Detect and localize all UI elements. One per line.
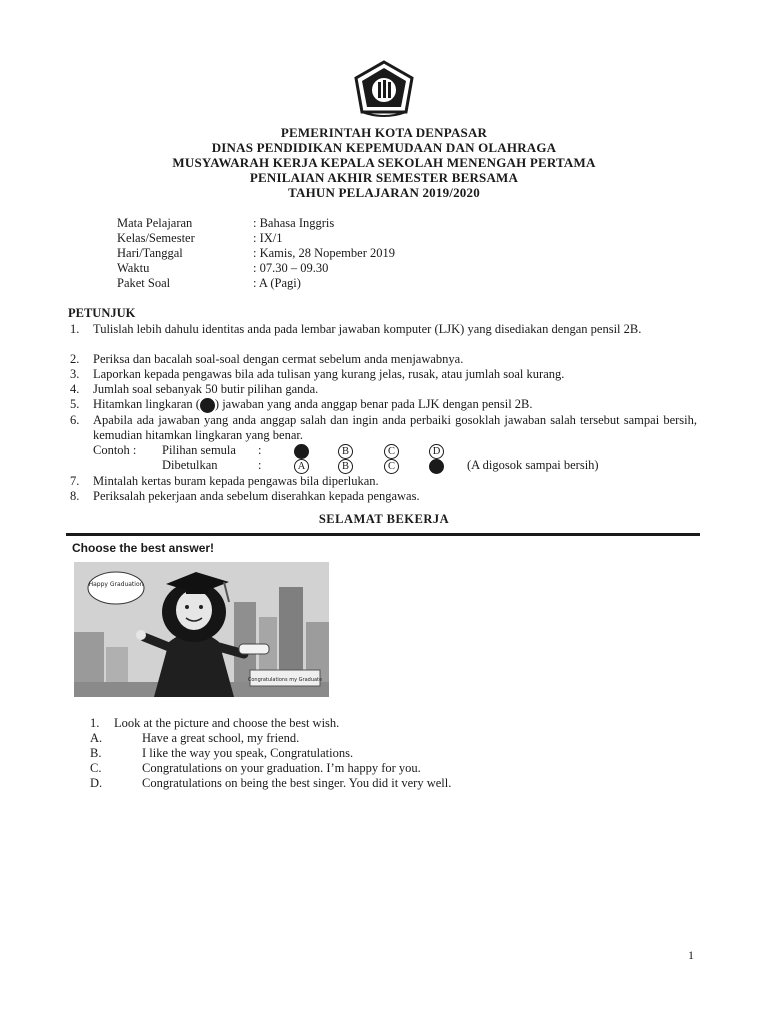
bubble-c: C bbox=[384, 459, 399, 474]
instruction-text: Apabila ada jawaban yang anda anggap salah dan ingin anda perbaiki gosoklah jawaban salah tersebut sampai bersih, kemudian hitamkan lingkaran yang benar. bbox=[93, 413, 697, 442]
instruction-text-with-bubble bbox=[93, 397, 697, 413]
instruction-number: 1. bbox=[70, 322, 80, 336]
example-row1-bubble-c bbox=[384, 443, 399, 459]
example-row2-bubble-b bbox=[338, 458, 353, 474]
instruction-number: 8. bbox=[70, 489, 80, 503]
filled-bubble-icon bbox=[294, 444, 309, 459]
info-label-date: Hari/Tanggal bbox=[117, 246, 183, 260]
option-text-b: I like the way you speak, Congratulations. bbox=[142, 746, 354, 760]
instruction-number: 7. bbox=[70, 474, 80, 488]
example-row2-colon: : bbox=[258, 458, 262, 472]
header-line-1: PEMERINTAH KOTA DENPASAR bbox=[280, 125, 488, 140]
example-row1-bubble-d bbox=[429, 443, 444, 459]
government-seal-logo bbox=[352, 60, 416, 120]
bubble-b: B bbox=[338, 444, 353, 459]
info-value-date: : Kamis, 28 Nopember 2019 bbox=[253, 246, 395, 260]
example-row2-bubble-c bbox=[384, 458, 399, 474]
option-letter-a: A. bbox=[90, 731, 103, 745]
example-row1-bubble-a bbox=[294, 443, 309, 459]
info-label-time: Waktu bbox=[117, 261, 150, 275]
option-text-c: Congratulations on your graduation. I’m happy for you. bbox=[142, 761, 421, 775]
question-number: 1. bbox=[90, 716, 100, 730]
page-number: 1 bbox=[688, 948, 694, 962]
instruction-number: 3. bbox=[70, 367, 80, 381]
sign-text: Happy Graduation bbox=[88, 581, 144, 588]
bubble-d: D bbox=[429, 444, 444, 459]
instruction-text: Periksalah pekerjaan anda sebelum diserahkan kepada pengawas. bbox=[93, 489, 420, 503]
example-note: (A digosok sampai bersih) bbox=[467, 458, 599, 472]
option-text-d: Congratulations on being the best singer. You did it very well. bbox=[142, 776, 452, 790]
instruction-text: Tulislah lebih dahulu identitas anda pada lembar jawaban komputer (LJK) yang disediakan dengan pensil 2B. bbox=[93, 322, 642, 336]
header-line-3: MUSYAWARAH KERJA KEPALA SEKOLAH MENENGAH PERTAMA bbox=[172, 155, 596, 170]
header-line-5: TAHUN PELAJARAN 2019/2020 bbox=[288, 185, 480, 200]
info-value-package: : A (Pagi) bbox=[253, 276, 301, 290]
info-value-class: : IX/1 bbox=[253, 231, 283, 245]
bubble-c: C bbox=[384, 444, 399, 459]
instruction-text-before: Hitamkan lingkaran ( bbox=[93, 397, 200, 411]
info-label-class: Kelas/Semester bbox=[117, 231, 195, 245]
info-label-subject: Mata Pelajaran bbox=[117, 216, 193, 230]
option-text-a: Have a great school, my friend. bbox=[142, 731, 300, 745]
instruction-number: 6. bbox=[70, 413, 80, 427]
section-title: Choose the best answer! bbox=[72, 541, 215, 555]
example-row2-bubble-d bbox=[429, 458, 444, 474]
filled-bubble-icon bbox=[429, 459, 444, 474]
example-label: Contoh : bbox=[93, 443, 137, 457]
header-line-2: DINAS PENDIDIKAN KEPEMUDAAN DAN OLAHRAGA bbox=[211, 140, 557, 155]
instruction-number: 2. bbox=[70, 352, 80, 366]
example-row1-bubble-b bbox=[338, 443, 353, 459]
instruction-number: 5. bbox=[70, 397, 80, 411]
option-letter-b: B. bbox=[90, 746, 102, 760]
instruction-text: Jumlah soal sebanyak 50 butir pilihan ganda. bbox=[93, 382, 319, 396]
example-row1-label: Pilihan semula bbox=[162, 443, 236, 457]
info-value-time: : 07.30 – 09.30 bbox=[253, 261, 329, 275]
filled-bubble-icon bbox=[200, 398, 215, 413]
instruction-text-after: ) jawaban yang anda anggap benar pada LJK dengan pensil 2B. bbox=[214, 397, 533, 411]
instructions-title: PETUNJUK bbox=[68, 306, 136, 320]
example-row2-label: Dibetulkan bbox=[162, 458, 218, 472]
closing-greeting: SELAMAT BEKERJA bbox=[318, 512, 450, 526]
info-value-subject: : Bahasa Inggris bbox=[253, 216, 335, 230]
question-text: Look at the picture and choose the best wish. bbox=[114, 716, 340, 730]
option-letter-c: C. bbox=[90, 761, 102, 775]
caption-text: Congratulations my Graduate bbox=[247, 677, 323, 683]
instruction-text: Periksa dan bacalah soal-soal dengan cermat sebelum anda menjawabnya. bbox=[93, 352, 464, 366]
option-letter-d: D. bbox=[90, 776, 103, 790]
section-divider bbox=[66, 533, 700, 536]
instruction-text: Laporkan kepada pengawas bila ada tulisan yang kurang jelas, rusak, atau jumlah soal kurang. bbox=[93, 367, 565, 381]
instruction-text: Mintalah kertas buram kepada pengawas bila diperlukan. bbox=[93, 474, 379, 488]
info-label-package: Paket Soal bbox=[117, 276, 171, 290]
graduation-cartoon-image bbox=[74, 562, 329, 697]
bubble-b: B bbox=[338, 459, 353, 474]
example-row1-colon: : bbox=[258, 443, 262, 457]
header-line-4: PENILAIAN AKHIR SEMESTER BERSAMA bbox=[249, 170, 519, 185]
bubble-a: A bbox=[294, 459, 309, 474]
instruction-number: 4. bbox=[70, 382, 80, 396]
example-row2-bubble-a bbox=[294, 458, 309, 474]
